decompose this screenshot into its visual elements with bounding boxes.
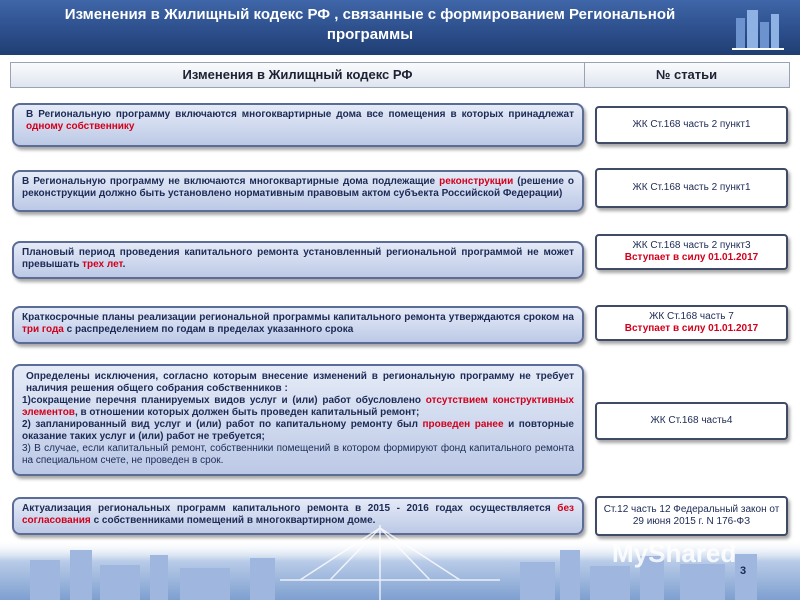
row-highlight: реконструкции xyxy=(439,176,514,187)
effective-date-note: Вступает в силу 01.01.2017 xyxy=(624,252,759,263)
page-number: 3 xyxy=(740,565,747,577)
row-text-cont: с собственниками помещений в многоквартирном доме. xyxy=(93,515,376,526)
row-text: В Региональную программу включаются многоквартирные дома все помещения в которых принадлежат xyxy=(26,109,574,120)
row-text: 1)сокращение перечня планируемых видов услуг и (или) работ обусловлено xyxy=(22,395,421,406)
article-box-5 xyxy=(595,402,788,440)
row-highlight: трех лет xyxy=(82,259,123,270)
article-box-3 xyxy=(595,234,788,270)
article-box-4 xyxy=(595,305,788,341)
article-ref: Ст.12 часть 12 Федеральный закон от 29 июня 2015 г. N 176-ФЗ xyxy=(603,504,780,527)
change-row-2 xyxy=(12,170,584,212)
slide-header xyxy=(0,0,800,55)
change-row-4 xyxy=(12,306,584,344)
article-ref: ЖК Ст.168 часть 7 xyxy=(649,311,734,322)
exceptions-intro: Определены исключения, согласно которым внесение изменений в региональную программу не требует наличия решения общего собрания собственников : xyxy=(26,371,574,394)
exception-item-3: 3) В случае, если капитальный ремонт, собственники помещений в котором формируют фонд капитального ремонта на специальном счете, не проведен в срок. xyxy=(22,443,574,466)
buildings-logo-icon xyxy=(728,4,788,52)
row-text: В Региональную программу не включаются многоквартирные дома подлежащие xyxy=(22,176,436,187)
column-header-changes: Изменения в Жилищный кодекс РФ xyxy=(11,63,585,87)
exception-item-2 xyxy=(22,419,574,443)
row-text: Актуализация региональных программ капитального ремонта в 2015 - 2016 годах осуществляется xyxy=(22,503,551,514)
row-text-cont: , в отношении которых должен быть проведен капитальный ремонт; xyxy=(74,407,420,418)
row-text-cont: с распределением по годам в пределах указанного срока xyxy=(66,324,354,335)
article-ref: ЖК Ст.168 часть 2 пункт3 xyxy=(632,240,751,251)
article-box-2 xyxy=(595,168,788,208)
table-header xyxy=(10,62,790,88)
change-row-5 xyxy=(12,364,584,476)
article-box-1 xyxy=(595,106,788,144)
row-highlight: три года xyxy=(22,324,64,335)
row-text-cont: (решение о реконструкции должно быть установлено нормативным правовым актом субъекта Российской Федерации) xyxy=(22,176,575,199)
article-ref: ЖК Ст.168 часть 2 пункт1 xyxy=(632,119,751,130)
row-text-cont: . xyxy=(122,259,126,270)
article-ref: ЖК Ст.168 часть4 xyxy=(650,415,733,426)
row-highlight: без согласования xyxy=(22,503,575,526)
change-row-3 xyxy=(12,241,584,279)
slide-title: Изменения в Жилищный кодекс РФ , связанные с формированием Региональной программы xyxy=(64,6,676,43)
article-ref: ЖК Ст.168 часть 2 пункт1 xyxy=(632,182,751,193)
row-highlight: отсутствием конструктивных элементов xyxy=(22,395,574,418)
row-text: Краткосрочные планы реализации региональной программы капитального ремонта утверждаются сроком на xyxy=(22,312,574,323)
row-highlight: проведен ранее xyxy=(422,419,504,430)
row-text: 2) запланированный вид услуг и (или) работ по капитальному ремонту был xyxy=(22,419,418,430)
effective-date-note: Вступает в силу 01.01.2017 xyxy=(624,323,759,334)
row-text: Плановый период проведения капитального ремонта установленный региональной программой не может превышать xyxy=(22,247,574,270)
watermark: MyShared xyxy=(612,538,737,568)
column-header-article: № статьи xyxy=(655,67,718,82)
change-row-1 xyxy=(12,103,584,147)
row-highlight: одному собственнику xyxy=(26,121,135,132)
row-text-cont: и повторные оказание таких услуг и (или) работ не требуется; xyxy=(22,419,574,442)
exception-item-1 xyxy=(22,395,574,419)
